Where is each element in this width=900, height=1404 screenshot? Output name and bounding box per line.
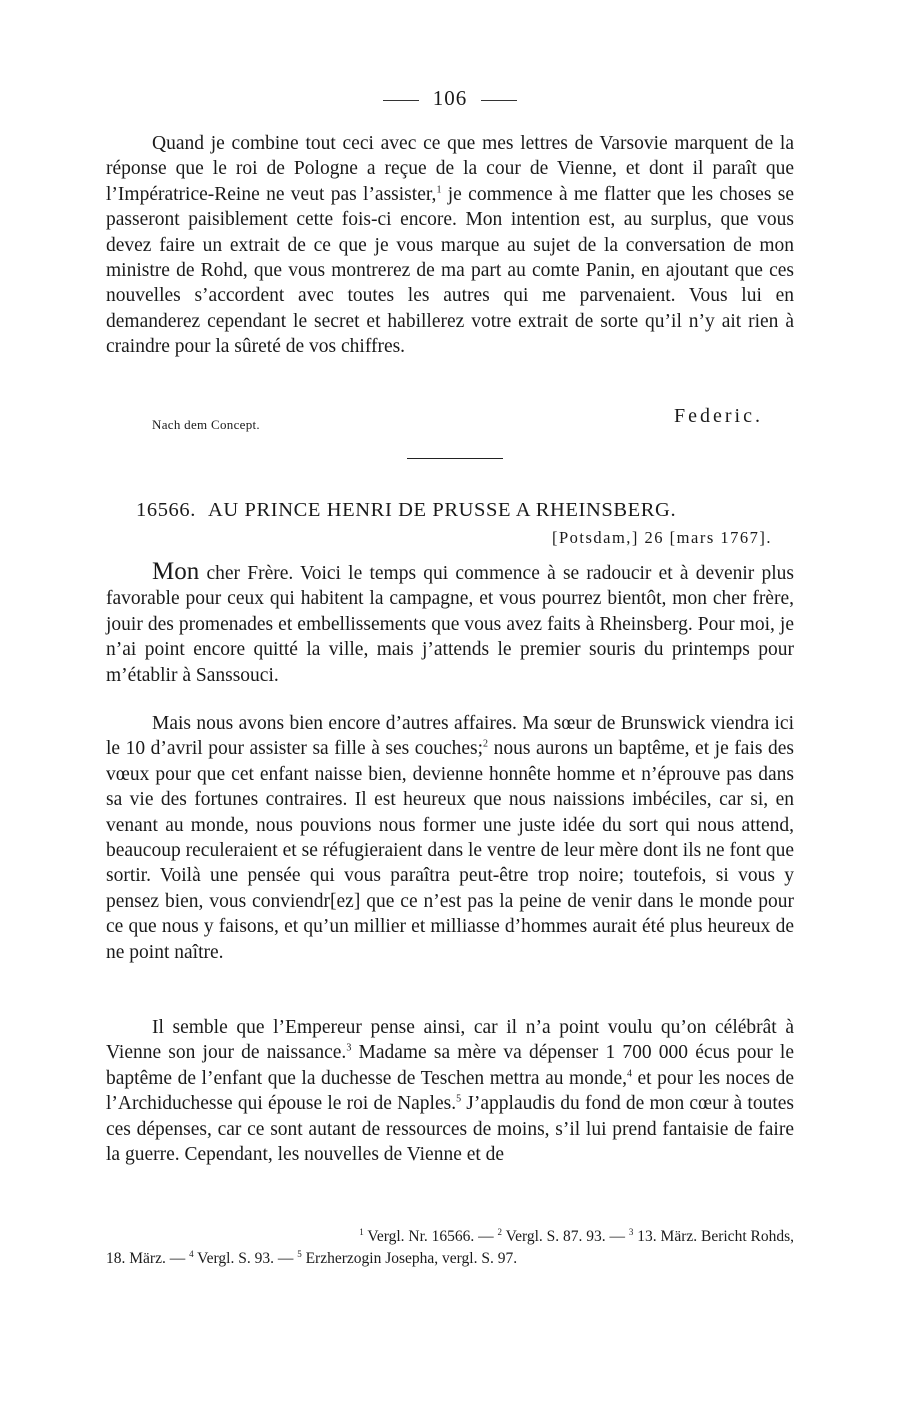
- header-dash-right: [481, 100, 517, 101]
- letter-recipient: AU PRINCE HENRI DE PRUSSE A RHEINSBERG.: [207, 499, 677, 521]
- footnote-text: Vergl. Nr. 16566. —: [363, 1228, 498, 1245]
- paragraph-text: nous aurons un baptême, et je fais des vœux pour que cet enfant naisse bien, devienne honnête homme et n’éprouve pas dans sa vie des fortunes contraires. Il est heureux que nous naissions imbéciles, car si, en venant au monde, nous pouvions nous former une juste idée du sort qui nous attend, beaucoup reculeraient et se réfugieraient dans le ventre de leur mère dont ils ne font que sortir. Voilà une pensée qui vous paraîtra peut-être trop noire; toutefois, si vous y pensez bien, vous conviendr[ez] que ce n’est pas la peine de venir dans le monde pour ce que nous y faisons, et qu’un millier et milliasse d’hommes aurait été plus heureux de ne point naître.: [106, 738, 794, 963]
- letter-heading: [136, 499, 676, 522]
- footnote-text: Vergl. S. 87. 93. —: [502, 1228, 629, 1245]
- letter-number: 16566.: [136, 499, 196, 521]
- paragraph-text: et pour les noces de l’Archiduchesse qui épouse le roi de Naples.: [106, 1067, 794, 1115]
- paragraph-text: Mais nous avons bien encore d’autres affaires. Ma sœur de Brunswick viendra ici le 10 d’avril pour assister sa fille à ses couches;: [106, 713, 794, 760]
- letter-paragraph-1: [106, 559, 794, 688]
- paragraph-text: Quand je combine tout ceci avec ce que mes lettres de Varsovie marquent de la réponse que le roi de Pologne a reçue de la cour de Vienne, et dont il paraît que l’Impératrice-Reine ne veut pas l’assister,: [106, 133, 794, 205]
- source-note: Nach dem Concept.: [152, 417, 260, 432]
- footnote-mark: 3: [628, 1226, 634, 1237]
- letter-dateline: [Potsdam,] 26 [mars 1767].: [551, 528, 772, 547]
- paragraph-text: je commence à me flatter que les choses se passeront paisiblement cette fois-ci encore. Mon intention est, au surplus, que vous devez faire un extrait de ce que je vous marque au sujet de la conversation de mon ministre de Rohd, que vous montrerez de ma part au comte Panin, en ajoutant que ces nouvelles s’accordent avec toutes les autres qui me parvenaient. Vous lui en demanderez cependant le secret et habillerez votre extrait de sorte qu’il n’y ait rien à craindre pour la sûreté de vos chiffres.: [106, 183, 794, 358]
- footnote-line: [106, 1248, 794, 1270]
- footnote-text: Erzherzogin Josepha, vergl. S. 97.: [301, 1250, 518, 1267]
- footnote-text: 18. März. —: [106, 1250, 190, 1267]
- footnote-line: [106, 1226, 794, 1248]
- footnote-ref: 2: [483, 738, 489, 750]
- letter-paragraph-3: [106, 1015, 794, 1167]
- footnote-mark: 5: [297, 1248, 302, 1259]
- footnote-ref: 1: [436, 184, 442, 196]
- paragraph-text: J’applaudis du fond de mon cœur à toutes ces dépenses, car ce sont autant de ressources de moins, s’il lui prend fantaisie de faire la guerre. Cependant, les nouvelles de Vienne et de: [106, 1093, 794, 1166]
- footnote-text: 13. März. Bericht Rohds,: [633, 1228, 794, 1245]
- footnote-text: Vergl. S. 93. —: [193, 1250, 298, 1267]
- footnote-ref: 5: [456, 1093, 462, 1105]
- footnote-mark: 4: [189, 1248, 194, 1259]
- paragraph-continued: [106, 131, 794, 360]
- footnote-ref: 3: [346, 1042, 352, 1054]
- footnotes: [106, 1226, 794, 1270]
- section-separator: [407, 458, 503, 459]
- footnote-mark: 1: [359, 1226, 364, 1237]
- paragraph-text: cher Frère. Voici le temps qui commence à se radoucir et à devenir plus favorable pour ceux qui habitent la campagne, et vous pourrez bientôt, mon cher frère, jouir des promenades et embellissements que vous avez faits à Rheinsberg. Pour moi, je n’ai point encore quitté la ville, mais j’attends le premier souris du printemps pour m’établir à Sanssouci.: [106, 563, 794, 686]
- signature: Federic.: [674, 405, 763, 427]
- page-header: [0, 86, 900, 111]
- paragraph-text: Il semble que l’Empereur pense ainsi, car il n’a point voulu qu’on célébrât à Vienne son jour de naissance.: [106, 1017, 794, 1064]
- salutation-initial: Mon: [152, 558, 200, 585]
- page-number: 106: [432, 86, 468, 110]
- header-dash-left: [383, 100, 419, 101]
- paragraph-text: Madame sa mère va dépenser 1 700 000 écus pour le baptême de l’enfant que la duchesse de Teschen mettra au monde,: [106, 1042, 794, 1089]
- footnote-mark: 2: [497, 1226, 503, 1237]
- letter-paragraph-2: [106, 711, 794, 965]
- footnote-ref: 4: [626, 1068, 632, 1080]
